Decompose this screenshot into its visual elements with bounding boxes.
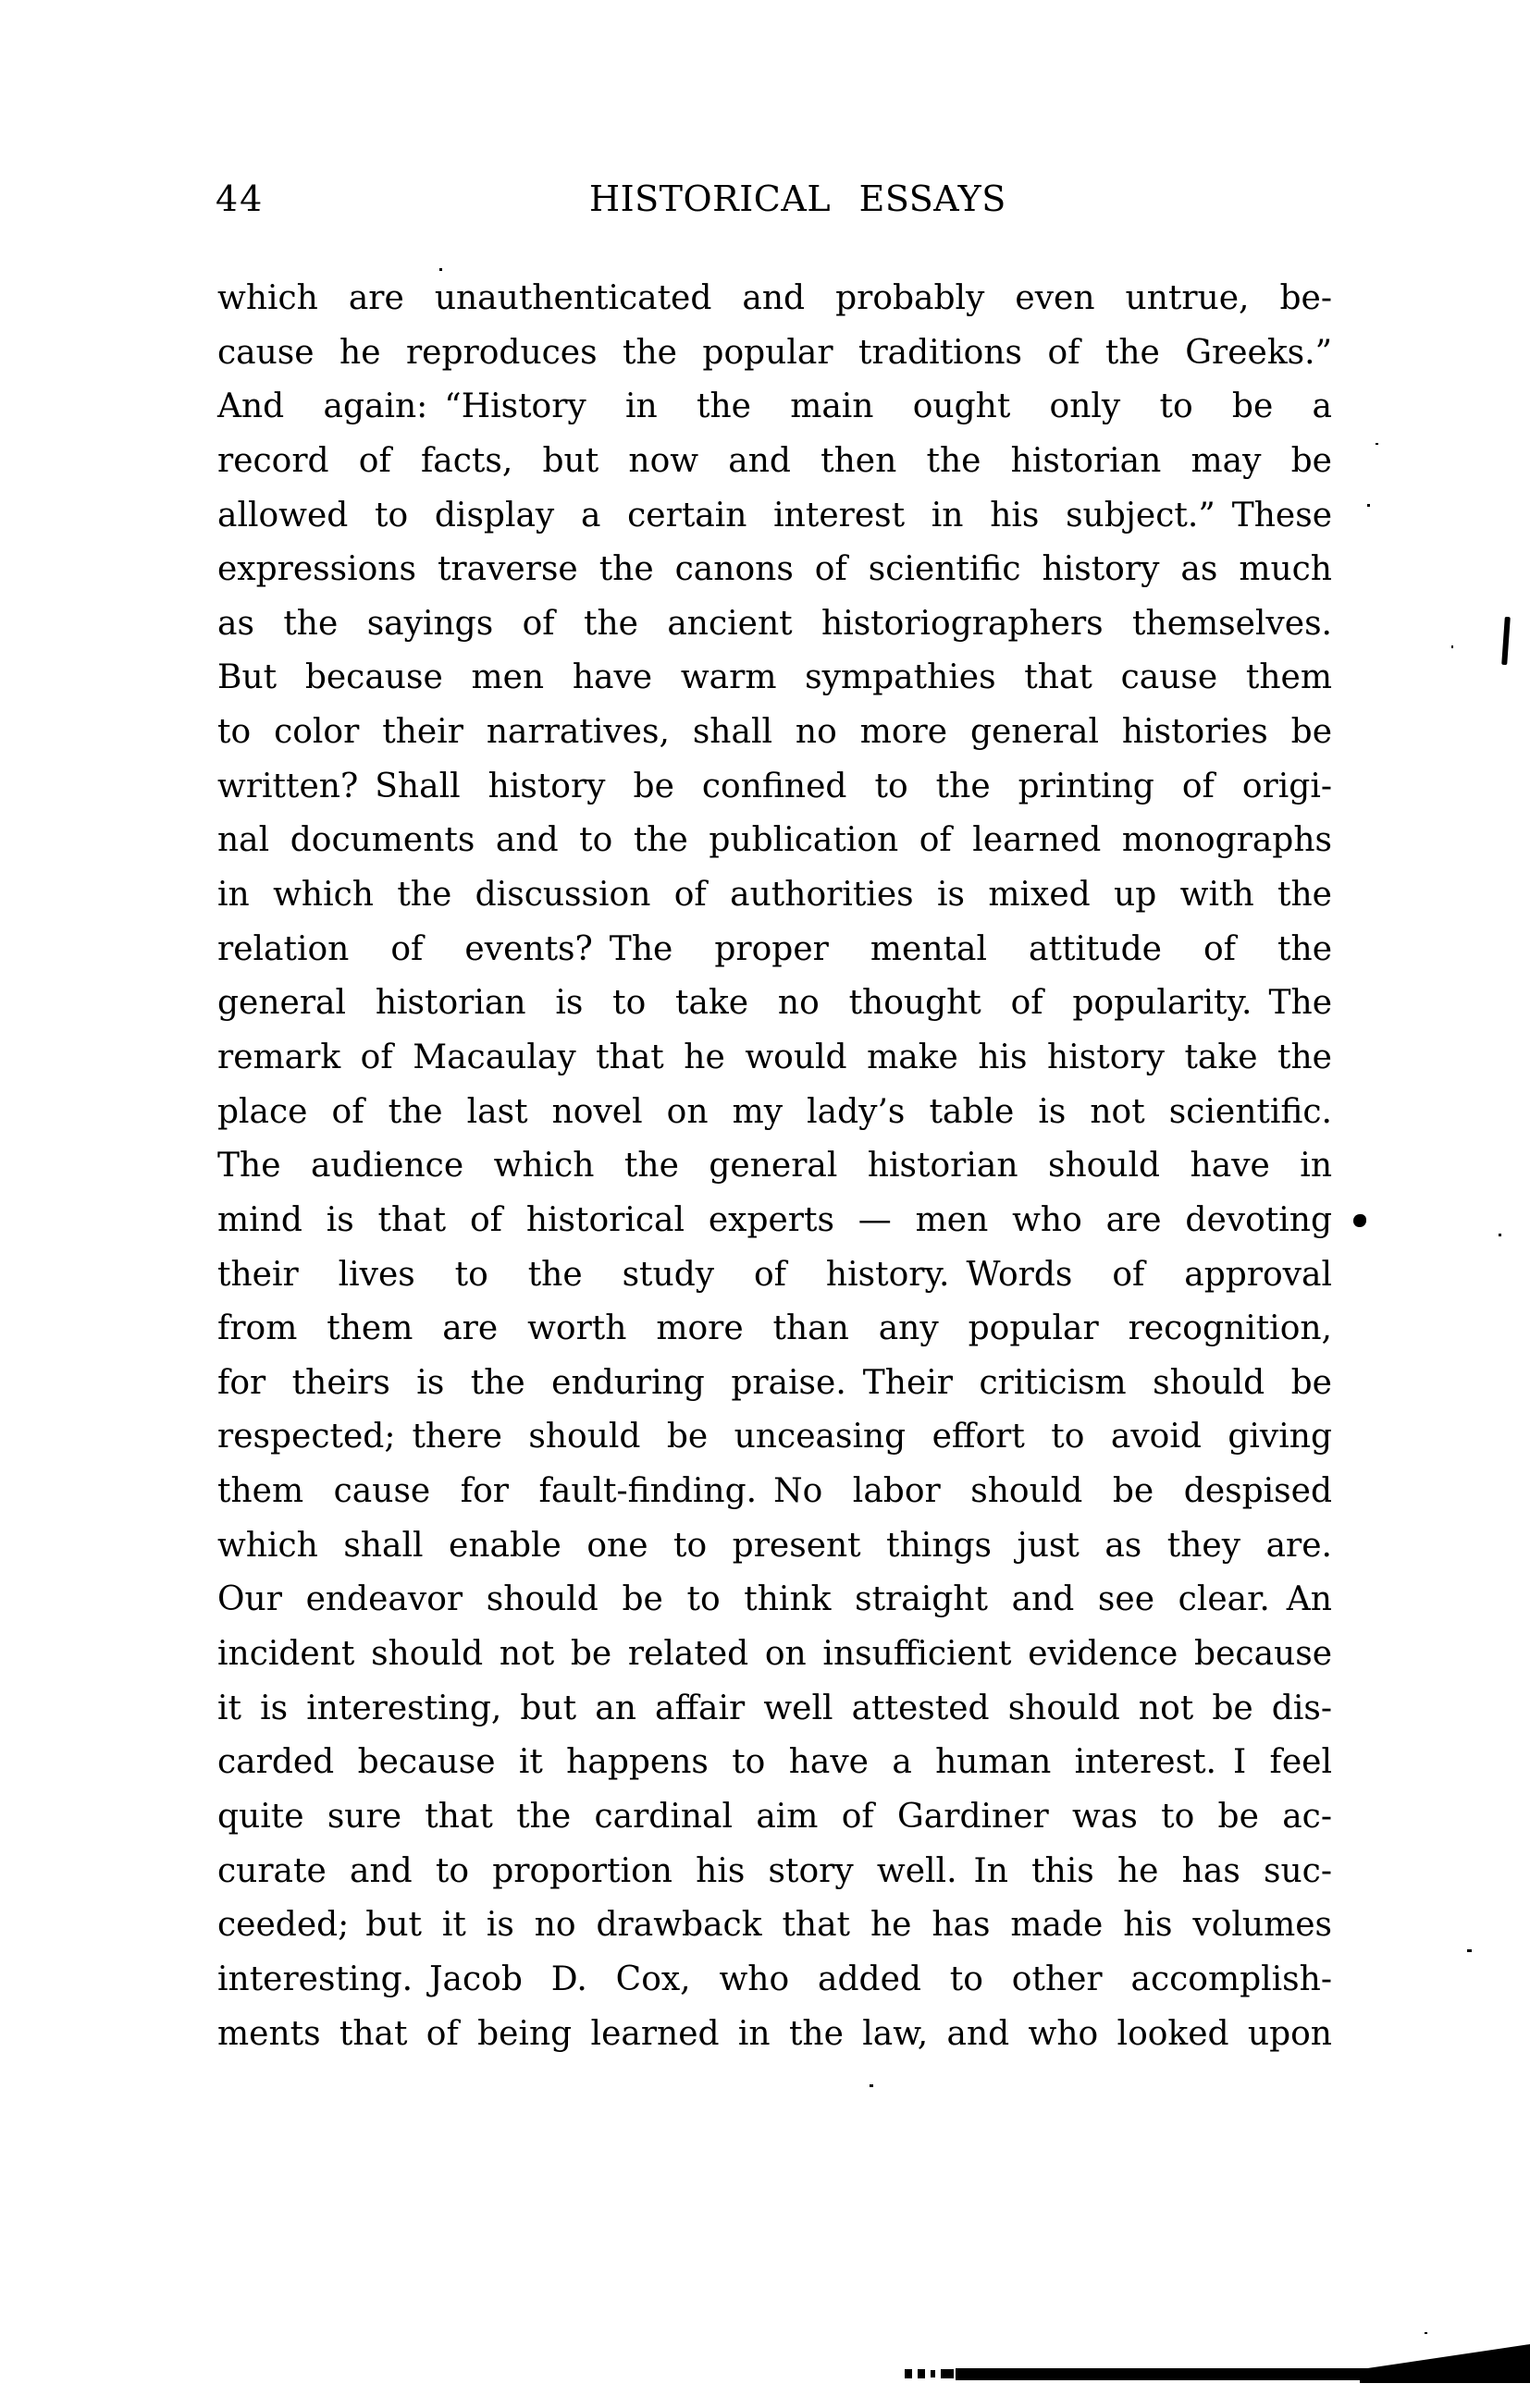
text-line: it is interesting, but an affair well attested should not be dis- bbox=[217, 1689, 1332, 1727]
text-line: Our endeavor should be to think straight and see clear. An bbox=[217, 1580, 1332, 1619]
text-line: But because men have warm sympathies that cause them bbox=[217, 658, 1332, 697]
gutter-streak-wedge bbox=[1360, 2344, 1530, 2383]
body-text bbox=[217, 272, 1332, 2061]
running-header: HISTORICAL ESSAYS bbox=[589, 178, 1006, 219]
text-line: nal documents and to the publication of learned monographs bbox=[217, 821, 1332, 860]
ink-speck bbox=[1451, 645, 1453, 648]
ink-speck bbox=[1367, 504, 1370, 507]
text-line: carded because it happens to have a human interest. I feel bbox=[217, 1743, 1332, 1782]
text-line: as the sayings of the ancient historiographers themselves. bbox=[217, 604, 1332, 643]
text-line: ments that of being learned in the law, and who looked upon bbox=[217, 2014, 1332, 2053]
text-line: from them are worth more than any popular recognition, bbox=[217, 1309, 1332, 1348]
ink-speck bbox=[1376, 443, 1378, 445]
ink-speck bbox=[1499, 1234, 1501, 1236]
text-line: respected; there should be unceasing effort to avoid giving bbox=[217, 1418, 1332, 1456]
text-line: And again: “History in the main ought only to be a bbox=[217, 387, 1332, 426]
text-line: quite sure that the cardinal aim of Gardiner was to be ac- bbox=[217, 1797, 1332, 1836]
page-number: 44 bbox=[216, 178, 265, 219]
gutter-streak-dash bbox=[941, 2369, 954, 2378]
text-line: general historian is to take no thought of popularity. The bbox=[217, 984, 1332, 1023]
text-line: relation of events? The proper mental attitude of the bbox=[217, 929, 1332, 968]
text-line: allowed to display a certain interest in his subject.” These bbox=[217, 496, 1332, 534]
ink-vertical-mark bbox=[1501, 617, 1511, 665]
text-line: which are unauthenticated and probably even untrue, be- bbox=[217, 279, 1332, 317]
text-line: expressions traverse the canons of scientific history as much bbox=[217, 550, 1332, 589]
ink-blot bbox=[1353, 1214, 1366, 1227]
text-line: incident should not be related on insufficient evidence because bbox=[217, 1635, 1332, 1674]
text-line: The audience which the general historian should have in bbox=[217, 1147, 1332, 1186]
ink-speck bbox=[870, 2084, 873, 2087]
ink-speck bbox=[1425, 2332, 1427, 2334]
text-line: their lives to the study of history. Words of approval bbox=[217, 1255, 1332, 1294]
text-line: mind is that of historical experts — men who are devoting bbox=[217, 1200, 1332, 1239]
text-line: cause he reproduces the popular traditions of the Greeks.” bbox=[217, 333, 1332, 372]
gutter-streak-dash bbox=[918, 2369, 925, 2378]
text-line: to color their narratives, shall no more general histories be bbox=[217, 713, 1332, 752]
gutter-streak-dash bbox=[905, 2369, 912, 2378]
text-line: in which the discussion of authorities is mixed up with the bbox=[217, 876, 1332, 915]
text-line: remark of Macaulay that he would make his history take the bbox=[217, 1038, 1332, 1076]
text-line: them cause for fault-finding. No labor should be despised bbox=[217, 1472, 1332, 1511]
ink-speck bbox=[439, 268, 442, 271]
text-line: which shall enable one to present things just as they are. bbox=[217, 1526, 1332, 1565]
text-line: curate and to proportion his story well. In this he has suc- bbox=[217, 1851, 1332, 1890]
text-line: record of facts, but now and then the historian may be bbox=[217, 441, 1332, 480]
gutter-streak-dash bbox=[931, 2370, 935, 2377]
text-line: written? Shall history be confined to the printing of origi- bbox=[217, 767, 1332, 805]
text-line: for theirs is the enduring praise. Their criticism should be bbox=[217, 1363, 1332, 1402]
text-line: ceeded; but it is no drawback that he has made his volumes bbox=[217, 1906, 1332, 1945]
ink-speck bbox=[1467, 1949, 1472, 1952]
text-line: place of the last novel on my lady’s table is not scientific. bbox=[217, 1092, 1332, 1131]
text-line: interesting. Jacob D. Cox, who added to other accomplish- bbox=[217, 1960, 1332, 1998]
